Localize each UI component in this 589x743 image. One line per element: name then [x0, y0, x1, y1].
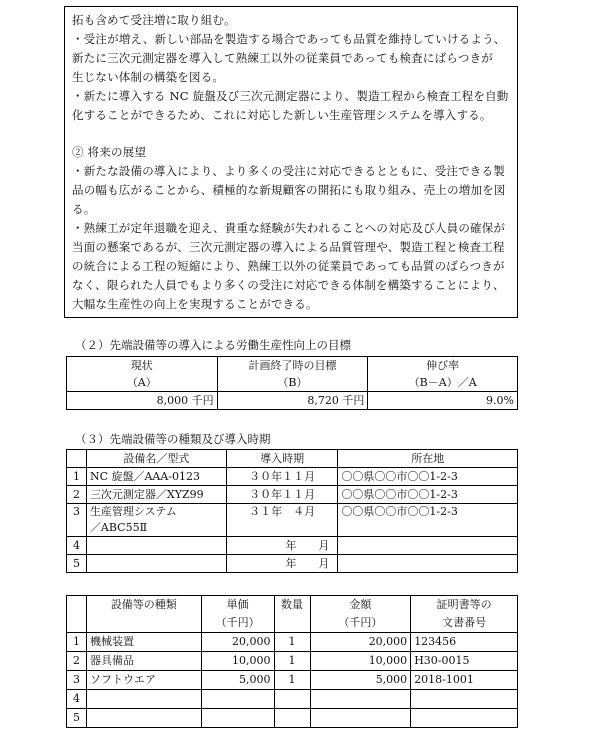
text-line: る。	[72, 202, 96, 216]
header-install-date: 導入時期	[226, 450, 338, 468]
doc-number	[411, 690, 518, 709]
subheader-b: （B）	[217, 374, 368, 392]
table-row	[67, 671, 518, 690]
row-number: 4	[67, 690, 87, 709]
text-line: ・新たに導入する NC 旋盤及び三次元測定器により、製造工程から検査工程を自動	[72, 89, 509, 103]
equipment-type: ソフトウエア	[86, 671, 201, 690]
section2-heading: （２）先端設備等の導入による労働生産性向上の目標	[75, 338, 351, 352]
subheader-ratio: （B－A）／A	[368, 374, 518, 392]
quantity	[274, 709, 310, 728]
table-subheader-row	[67, 614, 518, 633]
row-number: 1	[67, 633, 87, 652]
text-line: 大幅な生産性の向上を実現することができる。	[72, 297, 318, 311]
row-number: 3	[67, 504, 87, 537]
equipment-schedule-table	[66, 449, 518, 573]
doc-number: 2018-1001	[411, 671, 518, 690]
location: 〇〇県〇〇市〇〇1-2-3	[338, 504, 518, 537]
equipment-name	[86, 504, 226, 537]
row-number: 3	[67, 671, 87, 690]
equipment-name: 三次元測定器／XYZ99	[86, 486, 226, 504]
table-row	[67, 652, 518, 671]
install-date: 年 月	[226, 555, 338, 573]
subheader-unit-price: （千円）	[201, 614, 274, 633]
equipment-name-line1: 生産管理システム	[89, 505, 177, 518]
header-quantity: 数量	[274, 596, 310, 615]
text-line: なく、限られた人員でもより多くの受注に対応できる体制を構築することにより、	[72, 278, 505, 292]
doc-number: 123456	[411, 633, 518, 652]
paragraph-gap	[72, 125, 511, 143]
row-number: 5	[67, 555, 87, 573]
header-growth: 伸び率	[368, 357, 518, 375]
table-row	[67, 392, 518, 410]
unit-price: 5,000	[201, 671, 274, 690]
quantity	[274, 690, 310, 709]
header-location: 所在地	[338, 450, 518, 468]
location	[338, 555, 518, 573]
text-line: ・新たな設備の導入により、より多くの受注に対応できるとともに、受注できる製	[72, 164, 505, 178]
header-certificate: 証明書等の	[411, 596, 518, 615]
location: 〇〇県〇〇市〇〇1-2-3	[338, 468, 518, 486]
table-subheader-row	[67, 374, 518, 392]
row-number: 2	[67, 652, 87, 671]
table-row	[67, 555, 518, 573]
equipment-type: 器具備品	[86, 652, 201, 671]
table-row	[67, 537, 518, 555]
equipment-type	[86, 709, 201, 728]
text-line: 当面の懸案であるが、三次元測定器の導入による品質管理や、製造工程と検査工程	[72, 240, 505, 254]
unit-price	[201, 690, 274, 709]
equipment-name	[86, 537, 226, 555]
productivity-target-table	[66, 356, 518, 410]
header-equipment-type: 設備等の種類	[86, 596, 201, 615]
doc-number: H30-0015	[411, 652, 518, 671]
text-line: 生じない体制の構築を図る。	[72, 70, 225, 84]
text-line: 品の幅も広がることから、積極的な新規顧客の開拓にも取り組み、売上の増加を図	[72, 183, 506, 197]
plan-text-box	[64, 6, 518, 318]
table-row	[67, 709, 518, 728]
header-amount: 金額	[310, 596, 411, 615]
doc-number	[411, 709, 518, 728]
location	[338, 537, 518, 555]
header-current: 現状	[67, 357, 218, 375]
equipment-name	[86, 555, 226, 573]
text-line: ② 将来の展望	[72, 145, 147, 159]
install-date: ３０年１１月	[226, 468, 338, 486]
table-row	[67, 468, 518, 486]
value-growth: 9.0%	[368, 392, 518, 410]
amount	[310, 709, 411, 728]
unit-price	[201, 709, 274, 728]
section3-heading: （３）先端設備等の種類及び導入時期	[75, 432, 271, 446]
text-line: 新たに三次元測定器を導入して熟練工以外の従業員であっても検査にばらつきが	[72, 51, 493, 65]
header-target: 計画終了時の目標	[217, 357, 368, 375]
amount: 5,000	[310, 671, 411, 690]
equipment-name-line2: ／ABC55Ⅱ	[89, 521, 148, 534]
unit-price: 10,000	[201, 652, 274, 671]
location: 〇〇県〇〇市〇〇1-2-3	[338, 486, 518, 504]
text-line: の統合による工程の短縮により、熟練工以外の従業員であっても品質のばらつきが	[72, 259, 505, 273]
table-row	[67, 486, 518, 504]
row-number: 5	[67, 709, 87, 728]
quantity: 1	[274, 652, 310, 671]
value-current: 8,000 千円	[67, 392, 218, 410]
table-header-row	[67, 450, 518, 468]
quantity: 1	[274, 671, 310, 690]
row-number: 1	[67, 468, 87, 486]
quantity: 1	[274, 633, 310, 652]
text-line: ・受注が増え、新しい部品を製造する場合であっても品質を維持していけるよう、	[72, 32, 506, 46]
equipment-type: 機械装置	[86, 633, 201, 652]
subheader-a: （A）	[67, 374, 218, 392]
subheader-amount: （千円）	[310, 614, 411, 633]
text-line: 化することができるため、これに対応した新しい生産管理システムを導入する。	[72, 108, 492, 122]
text-line: ・熟練工が定年退職を迎え、貴重な経験が失われることへの対応及び人員の確保が	[72, 221, 506, 235]
equipment-cost-table	[66, 595, 518, 728]
table-row	[67, 504, 518, 537]
row-number: 4	[67, 537, 87, 555]
amount	[310, 690, 411, 709]
header-unit-price: 単価	[201, 596, 274, 615]
value-target: 8,720 千円	[217, 392, 368, 410]
row-number: 2	[67, 486, 87, 504]
amount: 10,000	[310, 652, 411, 671]
table-header-row	[67, 357, 518, 375]
text-line: 拓も含めて受注増に取り組む。	[72, 13, 236, 27]
table-row	[67, 690, 518, 709]
equipment-type	[86, 690, 201, 709]
subheader-doc-number: 文書番号	[411, 614, 518, 633]
table-header-row	[67, 596, 518, 615]
unit-price: 20,000	[201, 633, 274, 652]
table-row	[67, 633, 518, 652]
install-date: ３１年 ４月	[226, 504, 338, 537]
install-date: 年 月	[226, 537, 338, 555]
header-equipment-name: 設備名／型式	[86, 450, 226, 468]
equipment-name: NC 旋盤／AAA-0123	[86, 468, 226, 486]
install-date: ３０年１１月	[226, 486, 338, 504]
amount: 20,000	[310, 633, 411, 652]
